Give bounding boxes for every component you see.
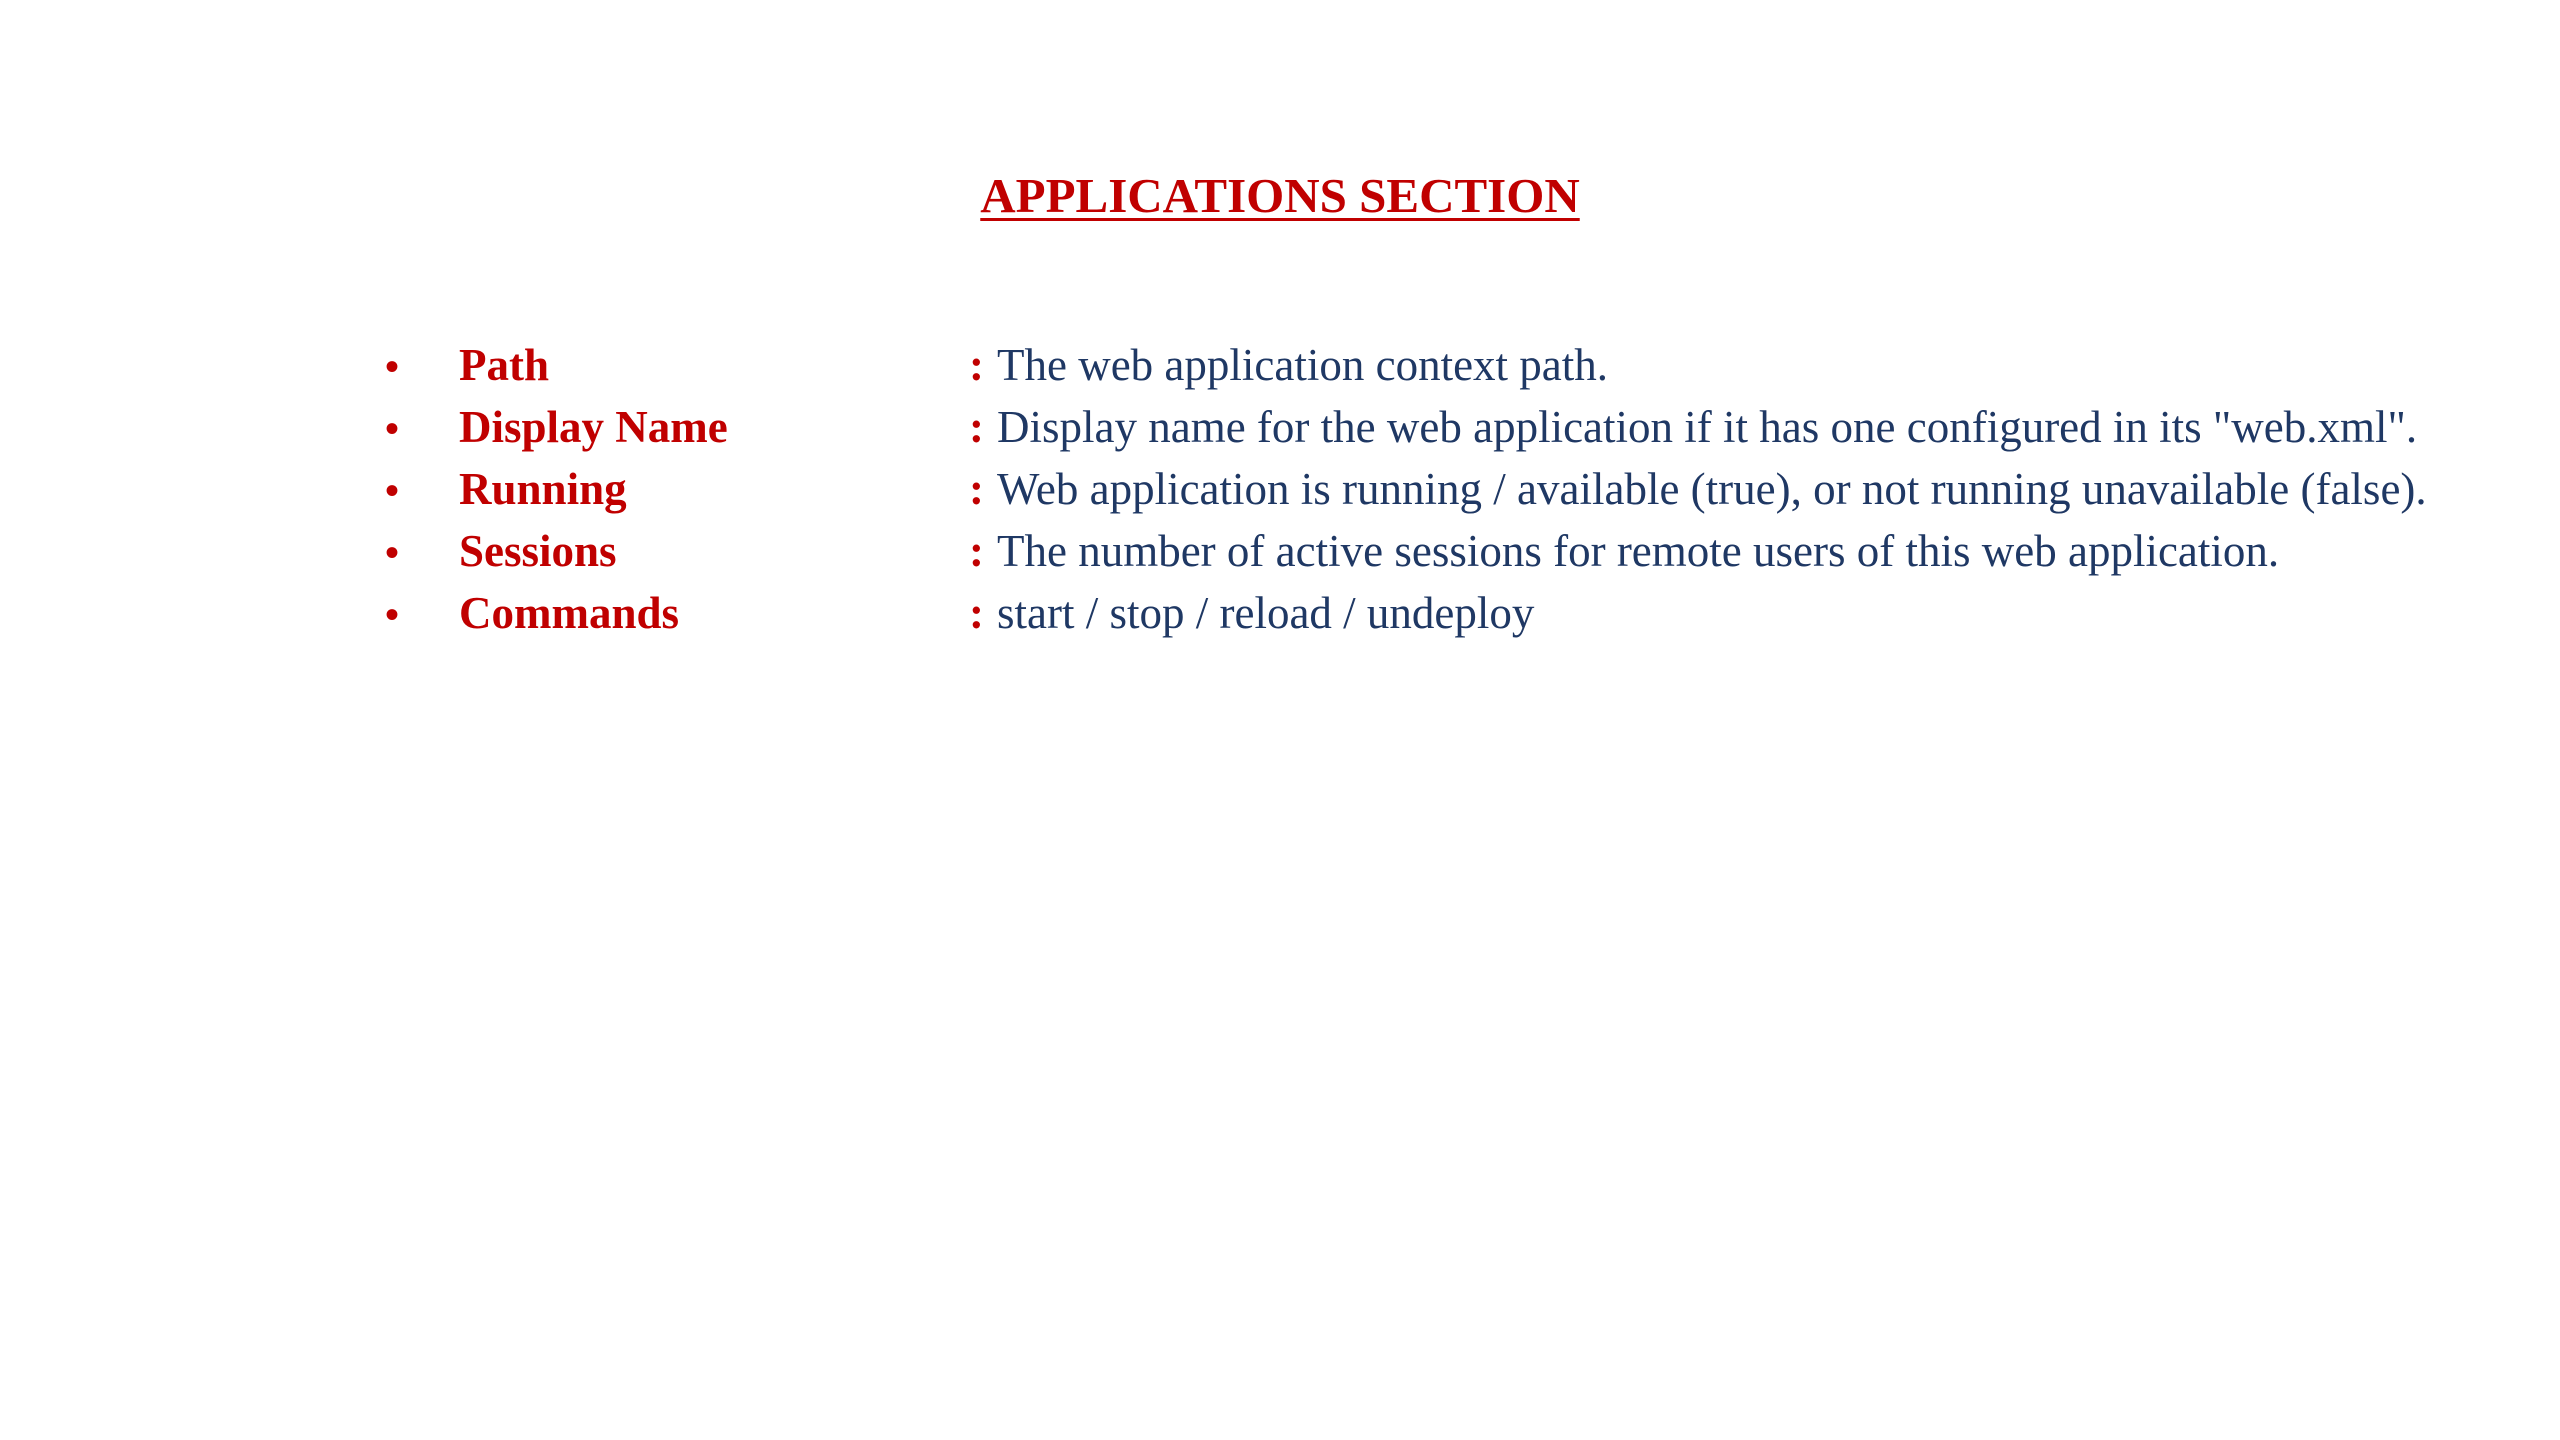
list-item-sessions (385, 520, 2427, 582)
bullet-icon: • (385, 468, 400, 513)
separator-colon: : (969, 588, 984, 638)
bullet-icon: • (385, 344, 400, 389)
term-description: The web application context path. (997, 340, 1609, 390)
bullet-icon: • (385, 592, 400, 637)
term-label: Commands (459, 588, 680, 638)
list-item-running (385, 458, 2427, 520)
term-description: Web application is running / available (true), or not running unavailable (false). (997, 464, 2427, 514)
bullet-icon: • (385, 406, 400, 451)
separator-colon: : (969, 340, 984, 390)
term-description: Display name for the web application if it has one configured in its "web.xml". (997, 402, 2418, 452)
list-item-path (385, 334, 2427, 396)
definition-list (385, 334, 2427, 644)
term-label: Running (459, 464, 627, 514)
term-description: The number of active sessions for remote users of this web application. (997, 526, 2280, 576)
separator-colon: : (969, 464, 984, 514)
term-label: Display Name (459, 402, 728, 452)
list-item-commands (385, 582, 2427, 644)
bullet-icon: • (385, 530, 400, 575)
term-label: Sessions (459, 526, 617, 576)
separator-colon: : (969, 526, 984, 576)
term-label: Path (459, 340, 549, 390)
section-title: APPLICATIONS SECTION (980, 168, 1580, 223)
separator-colon: : (969, 402, 984, 452)
term-description: start / stop / reload / undeploy (997, 588, 1535, 638)
list-item-display-name (385, 396, 2427, 458)
